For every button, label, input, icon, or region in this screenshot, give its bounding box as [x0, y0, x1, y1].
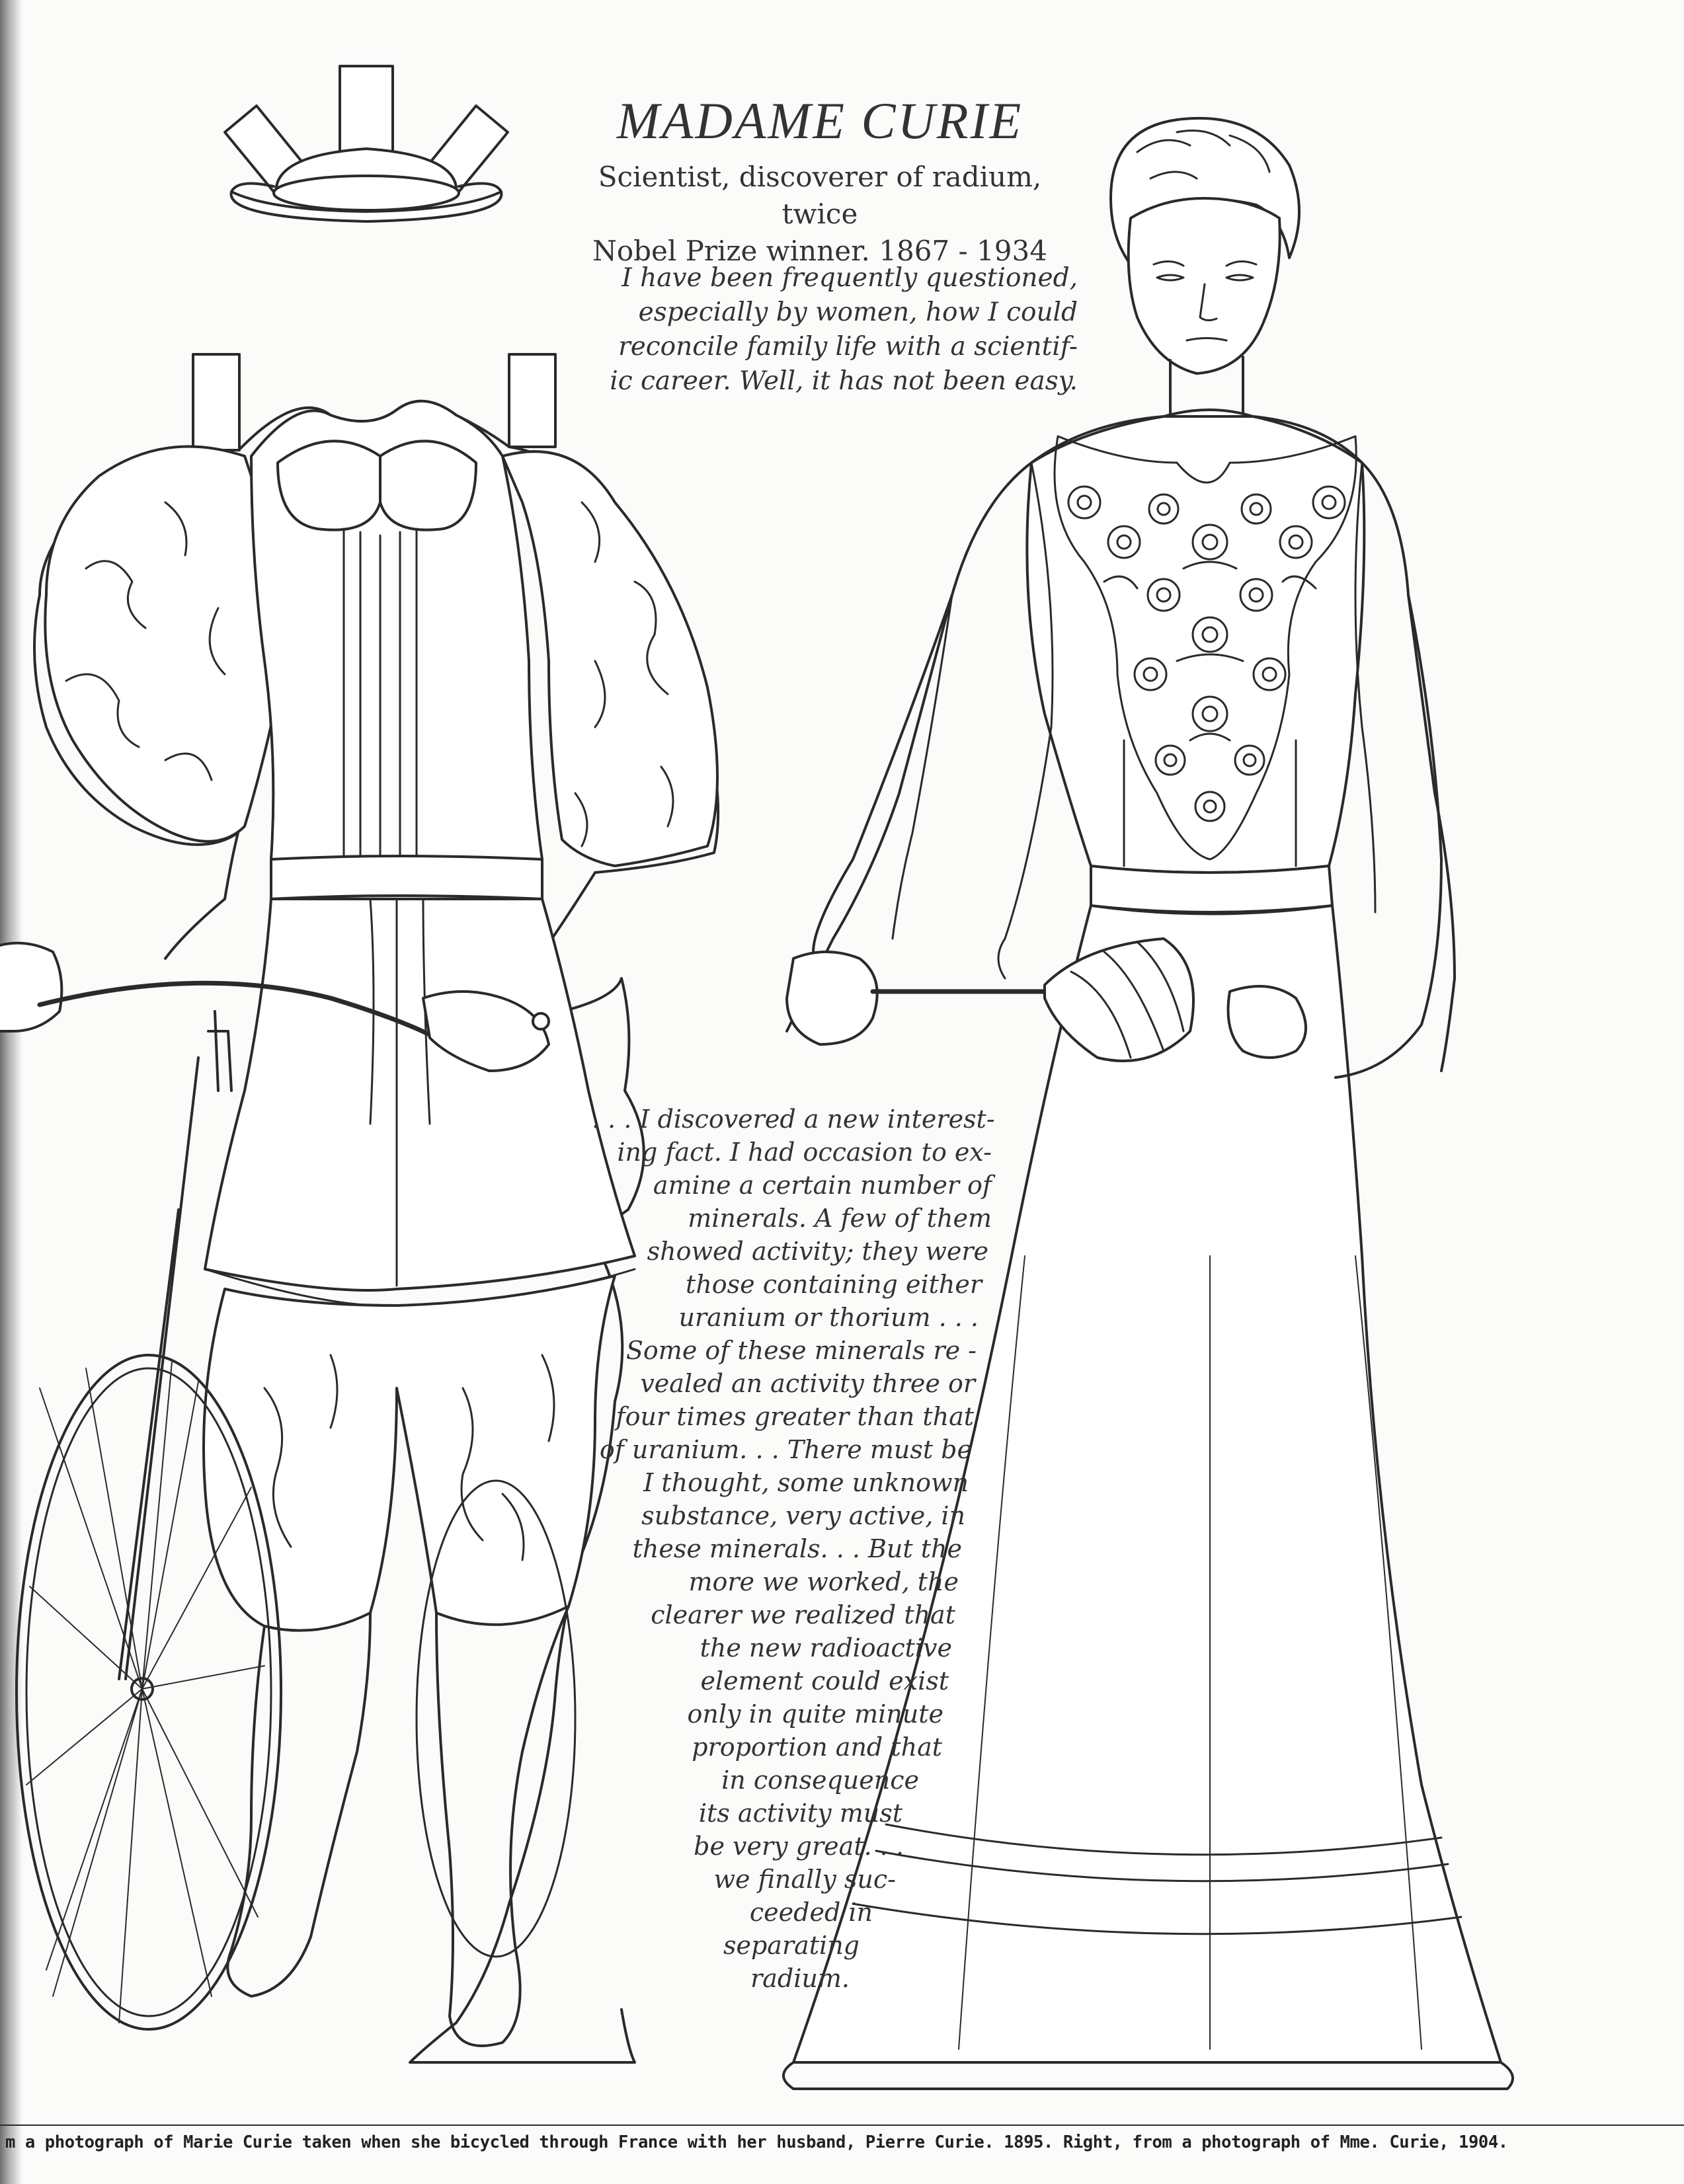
quote-line: amine a certain number of	[653, 1171, 992, 1200]
quote-line: more we worked, the	[688, 1567, 959, 1596]
quote-line: proportion and that	[692, 1733, 942, 1762]
quote-line: ing fact. I had occasion to ex-	[617, 1138, 992, 1167]
quote-line: ic career. Well, it has not been easy.	[610, 366, 1078, 396]
quote-line: especially by women, how I could	[638, 297, 1078, 327]
quote-line: we finally suc-	[713, 1865, 896, 1894]
page-title: MADAME CURIE	[616, 92, 1023, 149]
quote-line: reconcile family life with a scientif-	[618, 332, 1078, 362]
quote-line: separating	[723, 1931, 860, 1960]
quote-line: clearer we realized that	[651, 1600, 955, 1629]
quote-line: these minerals. . . But the	[632, 1534, 962, 1563]
quote-line: uranium or thorium . . .	[678, 1303, 979, 1332]
quote-line: ceeded in	[749, 1898, 873, 1927]
quote-line: I have been frequently questioned,	[621, 263, 1078, 293]
quote-line: four times greater than that	[616, 1402, 974, 1431]
subtitle-block	[569, 159, 1071, 270]
quote-line: its activity must	[698, 1799, 902, 1828]
quote-line: only in quite minute	[687, 1699, 943, 1729]
quote-line: of uranium. . . There must be	[599, 1435, 972, 1464]
hat-cutout	[225, 66, 508, 221]
quote-line: substance, very active, in	[641, 1501, 965, 1530]
subtitle-line: Nobel Prize winner. 1867 - 1934	[592, 235, 1047, 267]
photo-caption: m a photograph of Marie Curie taken when she bicycled through France with her husband, Pierre Curie. 1895. Right, from a photograph of Mme. Curie, 1904.	[5, 2132, 1508, 2152]
quote-line: . . . I discovered a new interest-	[592, 1105, 995, 1134]
quote-line: Some of these minerals re -	[625, 1336, 977, 1365]
quote-line: showed activity; they were	[647, 1237, 988, 1266]
intro-quote	[569, 261, 1078, 399]
quote-line: element could exist	[700, 1666, 949, 1696]
quote-line: vealed an activity three or	[640, 1369, 975, 1398]
quote-line: radium.	[750, 1964, 850, 1993]
quote-line: be very great. . .	[694, 1832, 904, 1861]
subtitle-line: Scientist, discoverer of radium, twice	[598, 161, 1042, 230]
quote-line: the new radioactive	[700, 1633, 952, 1662]
quote-line: those containing either	[686, 1270, 982, 1299]
quote-line: I thought, some unknown	[643, 1468, 969, 1497]
quote-line: minerals. A few of them	[688, 1204, 992, 1233]
quote-line: in consequence	[721, 1766, 919, 1795]
